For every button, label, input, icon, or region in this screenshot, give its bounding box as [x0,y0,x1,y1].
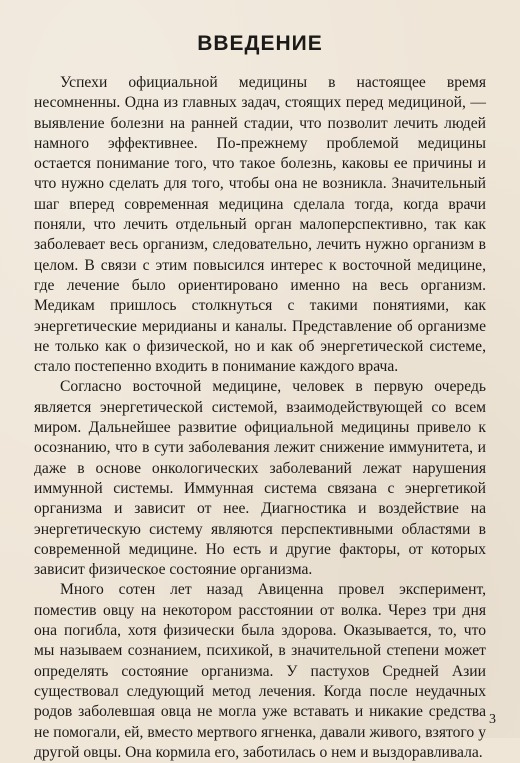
chapter-heading: ВВЕДЕНИЕ [197,32,323,55]
body-text [34,73,486,763]
page-number: 3 [489,712,496,727]
paragraph-2: Согласно восточной медицине, человек в первую очередь является энергетической системой, взаимодействующей со всем миром. Дальнейшее развитие официальной медицины привело к осознанию, что в сути заболевания лежит снижение иммунитета, и даже в основе онкологических заболеваний лежат нарушения иммунной системы. Иммунная система связана с энергетикой организма и зависит от нее. Диагностика и воздействие на энергетическую систему являются перспективными областями в современной медицине. Но есть и другие факторы, от которых зависит физическое состояние организма. [34,378,486,579]
paragraph-1: Успехи официальной медицины в настоящее время несомненны. Одна из главных задач, стоящих перед медициной, — выявление болезни на ранней стадии, что позволит лечить людей намного эффективнее. По-прежнему проблемой медицины остается понимание того, что такое болезнь, каковы ее причины и что нужно сделать для того, чтобы она не возникла. Значительный шаг вперед современная медицина сделала тогда, когда врачи поняли, что лечить отдельный орган малоперспективно, так как заболевает весь организм, следовательно, лечить нужно организм в целом. В связи с этим повысился интерес к восточной медицине, где лечение было ориентировано именно на весь организм. Медикам пришлось столкнуться с такими понятиями, как энергетические меридианы и каналы. Представление об организме не только как о физической, но и как об энергетической системе, стало постепенно входить в понимание каждого врача. [34,74,486,376]
paragraph-3: Много сотен лет назад Авиценна провел эксперимент, поместив овцу на некотором расстоянии от волка. Через три дня она погибла, хотя физически была здорова. Оказывается, то, что мы называем сознанием, психикой, в значительной степени может определять состояние организма. У пастухов Средней Азии существовал следующий метод лечения. Когда после неудачных родов заболевшая овца не могла уже вставать и никакие средства не помогали, ей, вместо мертвого ягненка, давали живого, взятого у другой овцы. Она кормила его, заботилась о нем и выздоравливала. [34,581,486,761]
